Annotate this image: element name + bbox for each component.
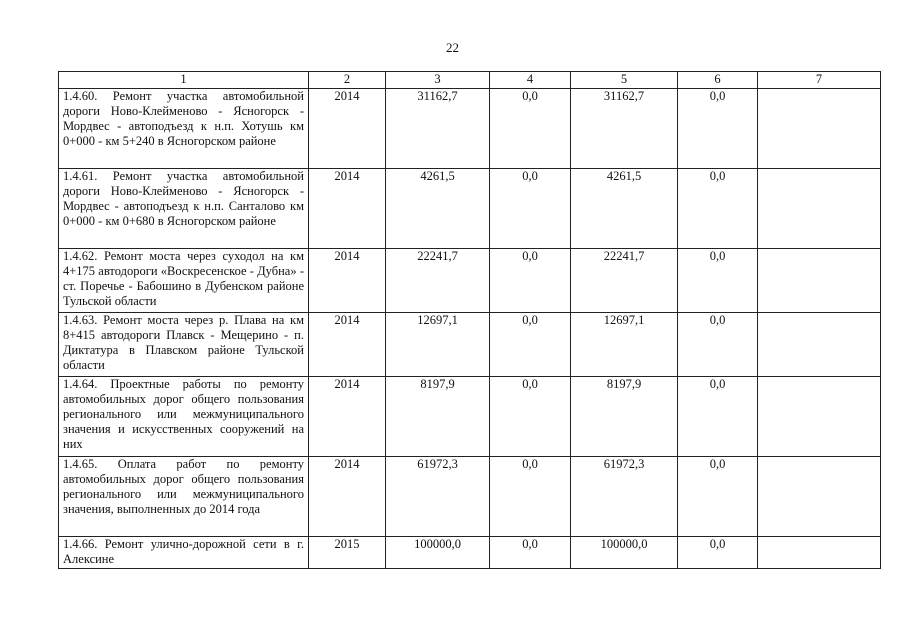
table-row — [59, 537, 881, 569]
table-row — [59, 249, 881, 313]
row-col-5: 31162,7 — [571, 89, 678, 169]
row-description: 1.4.66. Ремонт улично-дорожной сети в г. Алексине — [59, 537, 309, 569]
column-header-7: 7 — [758, 72, 881, 89]
row-col-6: 0,0 — [678, 89, 758, 169]
row-col-5: 4261,5 — [571, 169, 678, 249]
row-col-3: 22241,7 — [386, 249, 490, 313]
row-col-4: 0,0 — [490, 457, 571, 537]
row-col-5: 61972,3 — [571, 457, 678, 537]
row-col-4: 0,0 — [490, 313, 571, 377]
row-col-7 — [758, 313, 881, 377]
row-description: 1.4.62. Ремонт моста через суходол на км 4+175 автодороги «Воскресенское - Дубна» - ст. Поречье - Бабошино в Дубенском районе Тульской области — [59, 249, 309, 313]
row-col-7 — [758, 537, 881, 569]
row-year: 2015 — [309, 537, 386, 569]
column-header-2: 2 — [309, 72, 386, 89]
column-header-4: 4 — [490, 72, 571, 89]
table-row — [59, 313, 881, 377]
row-description: 1.4.65. Оплата работ по ремонту автомобильных дорог общего пользования регионального или межмуниципального значения, выполненных до 2014 года — [59, 457, 309, 537]
row-col-7 — [758, 457, 881, 537]
row-col-3: 61972,3 — [386, 457, 490, 537]
row-col-6: 0,0 — [678, 537, 758, 569]
row-col-4: 0,0 — [490, 537, 571, 569]
row-description: 1.4.60. Ремонт участка автомобильной дороги Ново-Клейменово - Ясногорск - Мордвес - автоподъезд к н.п. Хотушь км 0+000 - км 5+240 в Ясногорском районе — [59, 89, 309, 169]
row-col-5: 8197,9 — [571, 377, 678, 457]
row-col-7 — [758, 169, 881, 249]
row-year: 2014 — [309, 89, 386, 169]
row-description: 1.4.64. Проектные работы по ремонту автомобильных дорог общего пользования регионального или межмуниципального значения и искусственных сооружений на них — [59, 377, 309, 457]
row-col-3: 12697,1 — [386, 313, 490, 377]
row-col-4: 0,0 — [490, 89, 571, 169]
table-body — [59, 89, 881, 569]
row-col-3: 8197,9 — [386, 377, 490, 457]
row-col-5: 100000,0 — [571, 537, 678, 569]
row-description: 1.4.63. Ремонт моста через р. Плава на км 8+415 автодороги Плавск - Мещерино - п. Диктатура в Плавском районе Тульской области — [59, 313, 309, 377]
table-row — [59, 457, 881, 537]
row-col-4: 0,0 — [490, 249, 571, 313]
row-col-3: 100000,0 — [386, 537, 490, 569]
budget-table — [58, 71, 881, 569]
table-row — [59, 377, 881, 457]
table-row — [59, 169, 881, 249]
row-year: 2014 — [309, 313, 386, 377]
row-year: 2014 — [309, 457, 386, 537]
row-col-3: 31162,7 — [386, 89, 490, 169]
row-col-6: 0,0 — [678, 249, 758, 313]
table-header — [59, 72, 881, 89]
row-col-6: 0,0 — [678, 457, 758, 537]
column-header-1: 1 — [59, 72, 309, 89]
column-header-3: 3 — [386, 72, 490, 89]
column-header-6: 6 — [678, 72, 758, 89]
row-year: 2014 — [309, 249, 386, 313]
header-row — [59, 72, 881, 89]
table-row — [59, 89, 881, 169]
row-col-4: 0,0 — [490, 169, 571, 249]
row-col-7 — [758, 89, 881, 169]
row-col-7 — [758, 377, 881, 457]
column-header-5: 5 — [571, 72, 678, 89]
row-col-6: 0,0 — [678, 169, 758, 249]
row-col-5: 22241,7 — [571, 249, 678, 313]
row-col-6: 0,0 — [678, 377, 758, 457]
row-col-5: 12697,1 — [571, 313, 678, 377]
row-col-6: 0,0 — [678, 313, 758, 377]
row-col-4: 0,0 — [490, 377, 571, 457]
row-year: 2014 — [309, 377, 386, 457]
row-col-7 — [758, 249, 881, 313]
row-year: 2014 — [309, 169, 386, 249]
page-number: 22 — [446, 40, 459, 55]
row-col-3: 4261,5 — [386, 169, 490, 249]
row-description: 1.4.61. Ремонт участка автомобильной дороги Ново-Клейменово - Ясногорск - Мордвес - автоподъезд к н.п. Санталово км 0+000 - км 0+680 в Ясногорском районе — [59, 169, 309, 249]
